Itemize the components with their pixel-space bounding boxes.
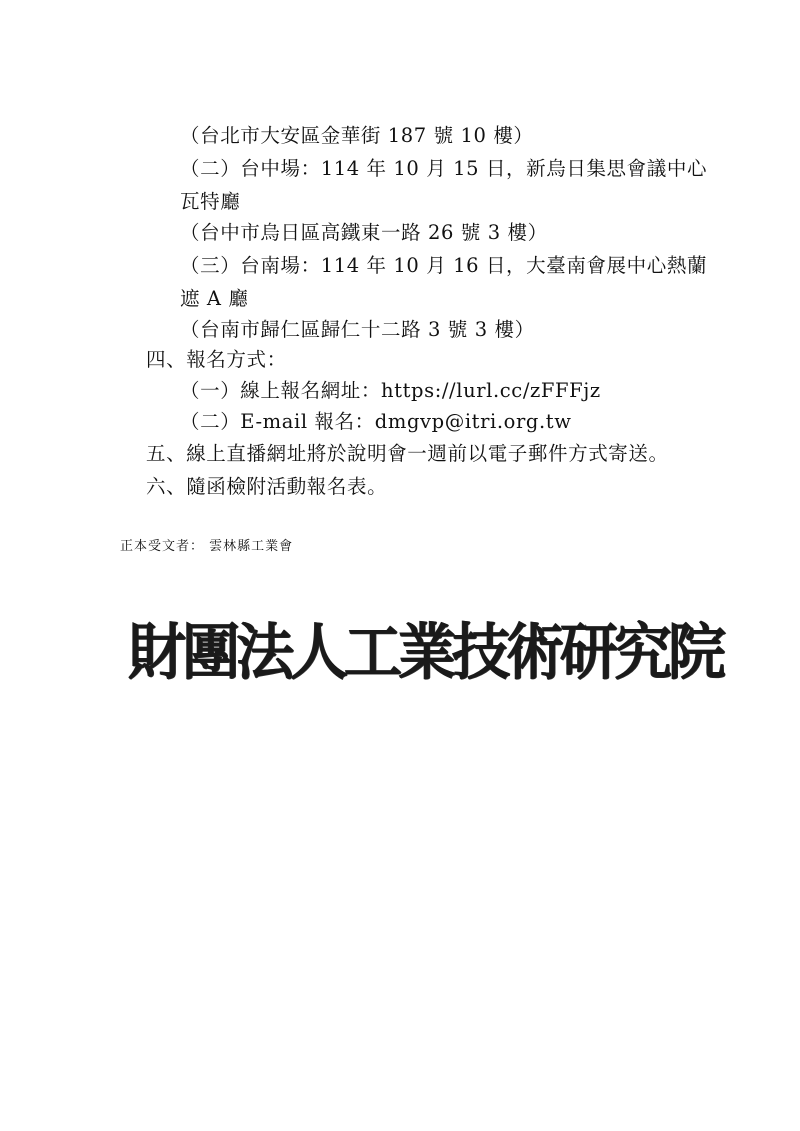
registration-email: （二）E-mail 報名：dmgvp@itri.org.tw	[180, 410, 572, 433]
recipient-line: 正本受文者： 雲林縣工業會	[120, 539, 294, 554]
address-taipei: （台北市大安區金華街 187 號 10 樓）	[180, 124, 534, 147]
registration-online: （一）線上報名網址：https://lurl.cc/zFFFjz	[180, 379, 601, 402]
section-six: 六、隨函檢附活動報名表。	[146, 475, 388, 498]
section-five: 五、線上直播網址將於說明會一週前以電子郵件方式寄送。	[146, 442, 669, 465]
venue-taichung-line1: （二）台中場：114 年 10 月 15 日，新烏日集思會議中心	[180, 157, 708, 180]
organization-seal: 財團法人工業技術研究院	[128, 616, 723, 688]
venue-taichung-line2: 瓦特廳	[180, 190, 241, 213]
address-taichung: （台中市烏日區高鐵東一路 26 號 3 樓）	[180, 221, 548, 244]
address-tainan: （台南市歸仁區歸仁十二路 3 號 3 樓）	[180, 318, 535, 341]
section-four-title: 四、報名方式：	[146, 348, 287, 371]
venue-tainan-line1: （三）台南場：114 年 10 月 16 日，大臺南會展中心熱蘭	[180, 254, 708, 277]
venue-tainan-line2: 遮 A 廳	[180, 287, 249, 310]
